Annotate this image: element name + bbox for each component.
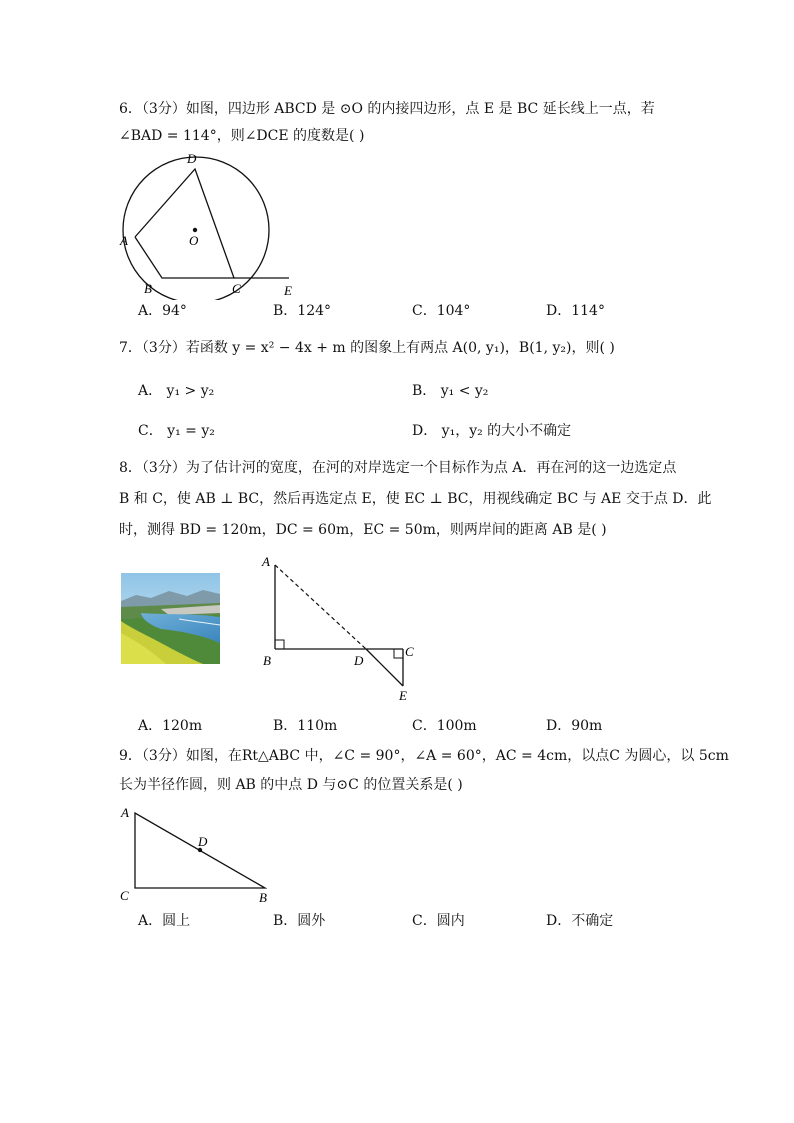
q9-triangle-figure (116, 802, 276, 908)
q9-stem-line1: 9．（3分）如图，在Rt△ABC 中，∠C = 90°，∠A = 60°，AC = 4cm，以点C 为圆心，以 5cm (119, 748, 729, 764)
q8-triangle-figure (258, 552, 418, 704)
q9-label-b: B (259, 890, 267, 905)
q6-option-c[interactable]: C．104° (412, 303, 471, 319)
q8-label-a: A (262, 554, 270, 569)
q6-center-dot (193, 228, 197, 232)
q7-option-b[interactable]: B． y₁ < y₂ (412, 383, 489, 399)
q6-label-e: E (284, 283, 292, 298)
river-photo (121, 573, 220, 664)
q9-option-a[interactable]: A．圆上 (138, 913, 191, 929)
q8-segment-de (366, 649, 403, 686)
q6-label-a: A (120, 233, 128, 248)
q8-label-d: D (354, 653, 364, 668)
q6-label-b: B (144, 281, 152, 296)
q8-right-angle-c (394, 649, 403, 658)
q7-option-c[interactable]: C． y₁ = y₂ (138, 423, 215, 439)
q9-stem-line2: 长为半径作圆，则 AB 的中点 D 与⊙C 的位置关系是( ) (119, 777, 463, 793)
q6-option-b[interactable]: B．124° (273, 303, 332, 319)
q8-option-c[interactable]: C．100m (412, 718, 477, 734)
q9-option-d[interactable]: D．不确定 (546, 913, 614, 929)
q6-stem-line1: 6．（3分）如图，四边形 ABCD 是 ⊙O 的内接四边形，点 E 是 BC 延长线上一点，若 (119, 101, 655, 117)
q9-option-b[interactable]: B．圆外 (273, 913, 326, 929)
q6-stem-line2: ∠BAD = 114°，则∠DCE 的度数是( ) (119, 128, 365, 144)
q9-label-d: D (198, 834, 208, 849)
q6-option-a[interactable]: A．94° (138, 303, 187, 319)
q6-label-c: C (232, 281, 241, 296)
q8-label-b: B (263, 653, 271, 668)
q9-label-a: A (121, 805, 129, 820)
q6-label-d: D (187, 151, 197, 166)
q8-option-b[interactable]: B．110m (273, 718, 338, 734)
q8-option-a[interactable]: A．120m (138, 718, 203, 734)
q6-quadrilateral (135, 169, 234, 278)
q9-label-c: C (120, 888, 129, 903)
q7-option-a[interactable]: A． y₁ > y₂ (138, 383, 215, 399)
q6-option-d[interactable]: D．114° (546, 303, 605, 319)
q7-stem-line1: 7．（3分）若函数 y = x² − 4x + m 的图象上有两点 A(0, y₁)，B(1, y₂)，则( ) (119, 340, 615, 356)
q8-stem-line1: 8．（3分）为了估计河的宽度，在河的对岸选定一个目标作为点 A．再在河的这一边选定点 (119, 460, 677, 476)
q8-segment-ad-dashed (275, 565, 366, 649)
q8-right-angle-b (275, 640, 284, 649)
q8-label-e: E (399, 688, 407, 703)
q8-label-c: C (405, 644, 414, 659)
q7-option-d[interactable]: D． y₁，y₂ 的大小不确定 (412, 423, 572, 439)
q8-stem-line3: 时，测得 BD = 120m，DC = 60m，EC = 50m，则两岸间的距离 AB 是( ) (119, 522, 607, 538)
q6-circle-figure (112, 148, 302, 300)
q6-label-o: O (189, 233, 199, 248)
q9-option-c[interactable]: C．圆内 (412, 913, 465, 929)
q8-stem-line2: B 和 C，使 AB ⊥ BC，然后再选定点 E，使 EC ⊥ BC，用视线确定 BC 与 AE 交于点 D．此 (119, 491, 712, 507)
q8-option-d[interactable]: D．90m (546, 718, 603, 734)
